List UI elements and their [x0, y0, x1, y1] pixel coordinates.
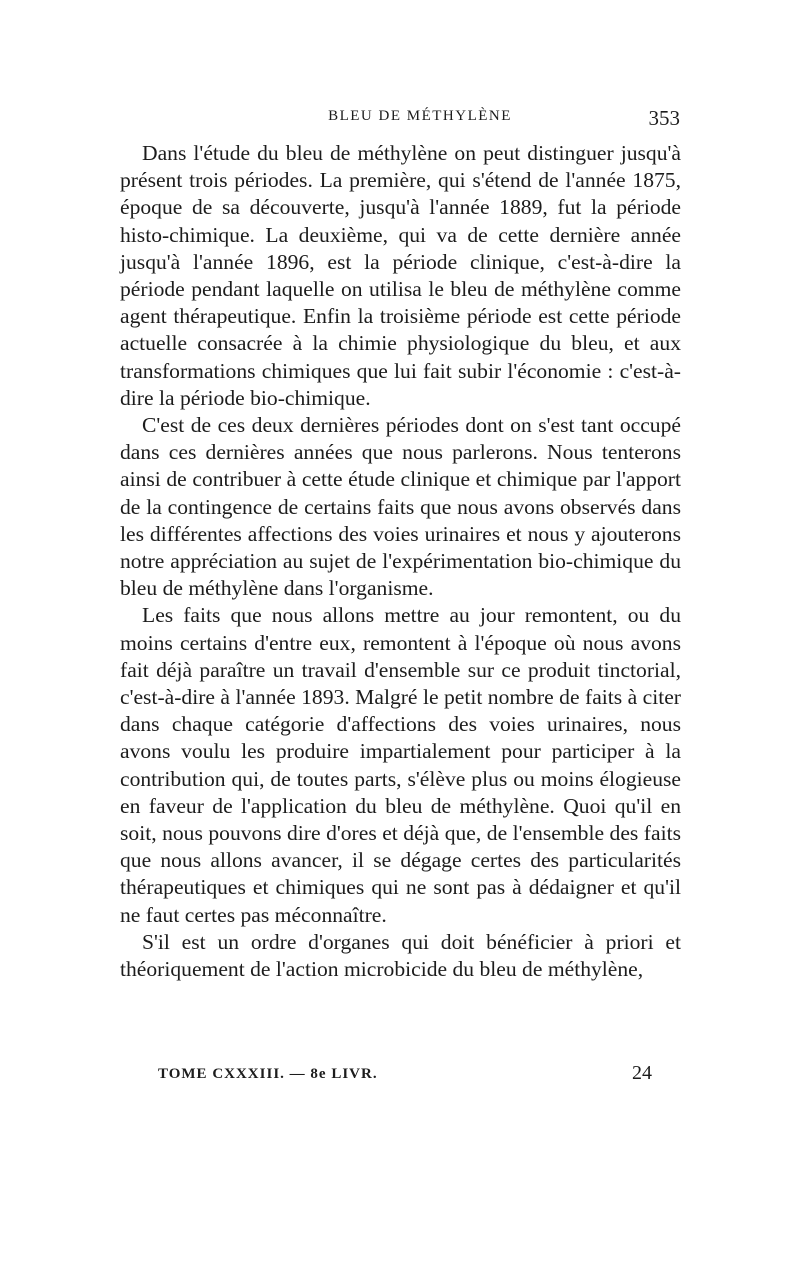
volume-signature: TOME CXXXIII. — 8e LIVR.	[158, 1066, 378, 1082]
sheet-number: 24	[632, 1062, 652, 1084]
running-head	[120, 108, 680, 138]
page-footer	[158, 1062, 652, 1096]
paragraph-1: Dans l'étude du bleu de méthylène on peut distinguer jusqu'à présent trois périodes. La première, qui s'étend de l'année 1875, époque de sa découverte, jusqu'à l'année 1889, fut la période histo-chimique. La deuxième, qui va de cette dernière année jusqu'à l'année 1896, est la période clinique, c'est-à-dire la période pendant laquelle on utilisa le bleu de méthylène comme agent thérapeutique. Enfin la troisième période est cette période actuelle consacrée à la chimie physiologique du bleu, et aux transformations chimiques que lui fait subir l'économie : c'est-à-dire la période bio-chimique.	[120, 141, 681, 410]
page-number: 353	[648, 106, 680, 130]
body-text	[120, 140, 681, 983]
paragraph-4: S'il est un ordre d'organes qui doit bénéficier à priori et théoriquement de l'action microbicide du bleu de méthylène,	[120, 929, 681, 982]
paragraph-2: C'est de ces deux dernières périodes dont on s'est tant occupé dans ces dernières années que nous parlerons. Nous tenterons ainsi de contribuer à cette étude clinique et chimique par l'apport de la contingence de certains faits que nous avons observés dans les différentes affections des voies urinaires et nous y ajouterons notre appréciation au sujet de l'expérimentation bio-chimique du bleu de méthylène dans l'organisme.	[120, 413, 681, 601]
paragraph-3: Les faits que nous allons mettre au jour remontent, ou du moins certains d'entre eux, remontent à l'époque où nous avons fait déjà paraître un travail d'ensemble sur ce produit tinctorial, c'est-à-dire à l'année 1893. Malgré le petit nombre de faits à citer dans chaque catégorie d'affections des voies urinaires, nous avons voulu les produire impartialement pour participer à la contribution qui, de toutes parts, s'élève plus ou moins élogieuse en faveur de l'application du bleu de méthylène. Quoi qu'il en soit, nous pouvons dire d'ores et déjà que, de l'ensemble des faits que nous allons avancer, il se dégage certes des particularités thérapeutiques et chimiques qui ne sont pas à dédaigner et qu'il ne faut certes pas méconnaître.	[120, 603, 681, 927]
running-title: BLEU DE MÉTHYLÈNE	[328, 108, 512, 124]
